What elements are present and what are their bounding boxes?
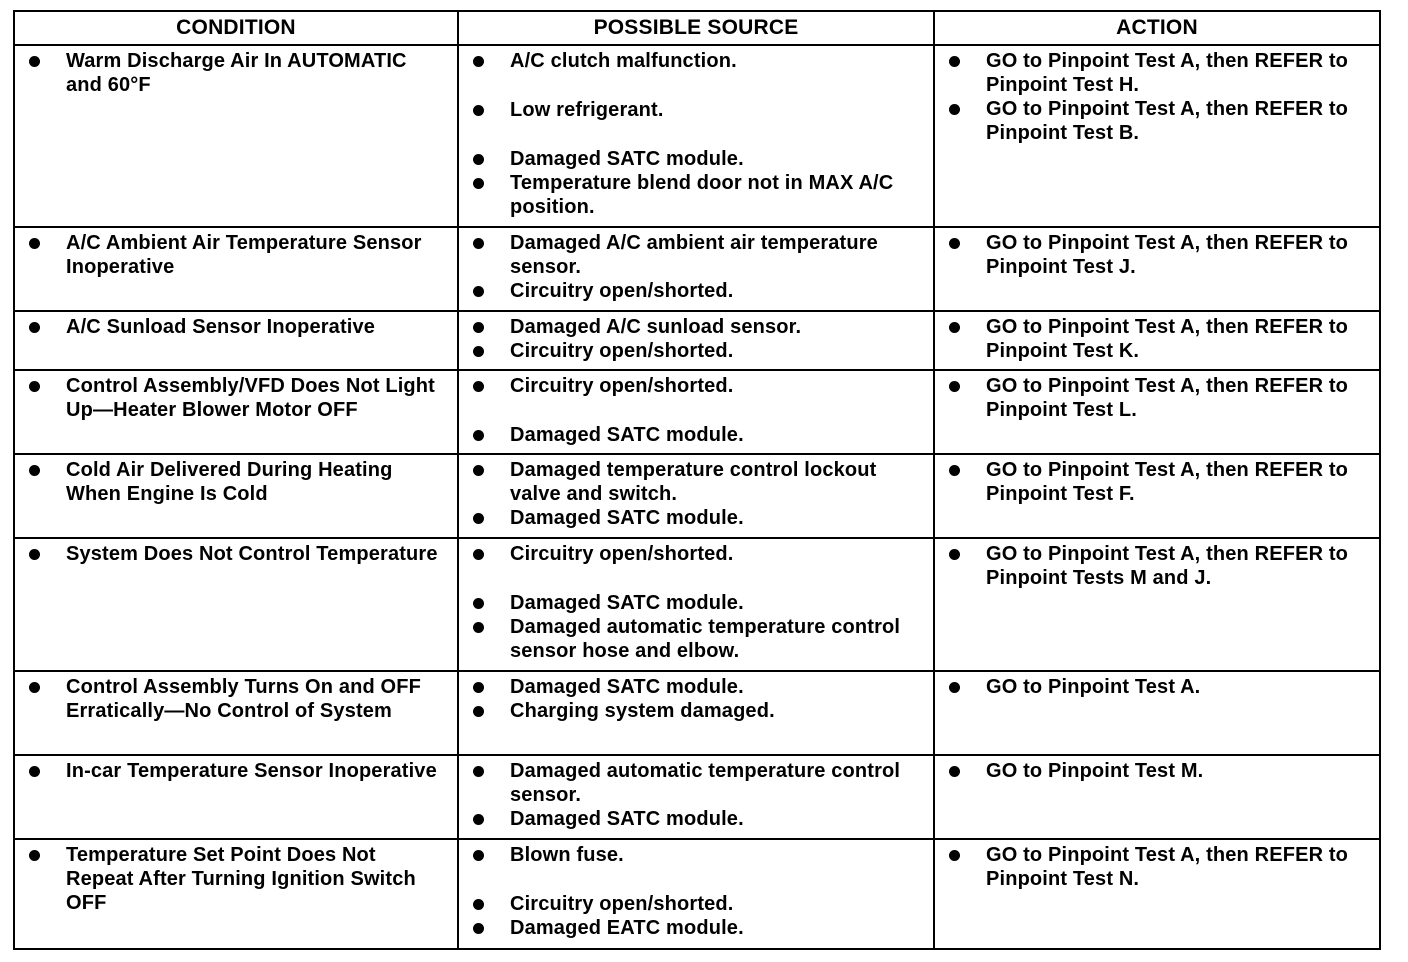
condition-item-text: Warm Discharge Air In AUTOMATIC and 60°F xyxy=(66,50,407,96)
possible-source-cell xyxy=(458,755,934,839)
source-item xyxy=(473,458,921,506)
bullet-icon xyxy=(473,706,484,717)
source-item xyxy=(473,615,921,663)
action-cell xyxy=(934,755,1380,839)
bullet-icon xyxy=(473,923,484,934)
table-row xyxy=(14,45,1380,227)
condition-item xyxy=(29,49,445,97)
bullet-icon xyxy=(29,238,40,249)
source-item-text: Temperature blend door not in MAX A/C position. xyxy=(510,172,894,218)
bullet-icon xyxy=(473,56,484,67)
table-row xyxy=(14,538,1380,671)
action-item xyxy=(949,97,1367,145)
source-item xyxy=(473,374,921,398)
source-item-text: Damaged EATC module. xyxy=(510,917,744,939)
condition-cell xyxy=(14,671,458,755)
action-item-text: GO to Pinpoint Test A, then REFER to Pinpoint Test J. xyxy=(986,232,1349,278)
source-item-text: Circuitry open/shorted. xyxy=(510,543,734,565)
source-item xyxy=(473,279,921,303)
table-body xyxy=(14,45,1380,949)
condition-item xyxy=(29,675,445,723)
possible-source-cell xyxy=(458,839,934,949)
source-item-text: Circuitry open/shorted. xyxy=(510,340,734,362)
condition-cell xyxy=(14,227,458,311)
source-item xyxy=(473,147,921,171)
condition-item-text: System Does Not Control Temperature xyxy=(66,543,438,565)
condition-cell xyxy=(14,538,458,671)
action-item xyxy=(949,315,1367,363)
source-item-text: Damaged automatic temperature control sensor. xyxy=(510,760,901,806)
bullet-icon xyxy=(949,56,960,67)
source-item-text: Damaged SATC module. xyxy=(510,808,744,830)
condition-item xyxy=(29,315,445,339)
action-cell xyxy=(934,227,1380,311)
source-item-text: Damaged SATC module. xyxy=(510,592,744,614)
condition-item xyxy=(29,843,445,915)
table-row xyxy=(14,311,1380,370)
action-item xyxy=(949,759,1367,783)
condition-item-text: Control Assembly Turns On and OFF Erratically—No Control of System xyxy=(66,676,421,722)
header-condition: CONDITION xyxy=(14,11,458,45)
bullet-icon xyxy=(473,465,484,476)
bullet-icon xyxy=(473,766,484,777)
action-item-text: GO to Pinpoint Test A, then REFER to Pinpoint Test K. xyxy=(986,316,1349,362)
bullet-icon xyxy=(949,850,960,861)
condition-item-text: A/C Sunload Sensor Inoperative xyxy=(66,316,376,338)
header-row xyxy=(14,11,1380,45)
bullet-icon xyxy=(473,513,484,524)
possible-source-cell xyxy=(458,45,934,227)
bullet-icon xyxy=(29,682,40,693)
table-row xyxy=(14,839,1380,949)
action-item xyxy=(949,458,1367,506)
bullet-icon xyxy=(473,286,484,297)
action-cell xyxy=(934,45,1380,227)
bullet-icon xyxy=(29,549,40,560)
bullet-icon xyxy=(473,899,484,910)
action-item xyxy=(949,675,1367,699)
table-row xyxy=(14,671,1380,755)
source-item xyxy=(473,807,921,831)
source-item xyxy=(473,759,921,807)
source-item xyxy=(473,892,921,916)
bullet-icon xyxy=(29,322,40,333)
bullet-icon xyxy=(473,105,484,116)
condition-item xyxy=(29,542,445,566)
source-item-text: Damaged A/C ambient air temperature sensor. xyxy=(510,232,878,278)
bullet-icon xyxy=(29,850,40,861)
condition-item xyxy=(29,374,445,422)
source-item-text: Damaged temperature control lockout valve and switch. xyxy=(510,459,877,505)
source-item xyxy=(473,506,921,530)
source-item-text: Damaged SATC module. xyxy=(510,507,744,529)
header-possible-source: POSSIBLE SOURCE xyxy=(458,11,934,45)
bullet-icon xyxy=(949,682,960,693)
source-item xyxy=(473,339,921,363)
source-item xyxy=(473,423,921,447)
condition-cell xyxy=(14,311,458,370)
bullet-icon xyxy=(949,238,960,249)
bullet-icon xyxy=(29,381,40,392)
bullet-icon xyxy=(473,814,484,825)
source-item-text: Circuitry open/shorted. xyxy=(510,280,734,302)
action-cell xyxy=(934,454,1380,538)
source-item-text: Circuitry open/shorted. xyxy=(510,375,734,397)
source-item xyxy=(473,49,921,73)
condition-cell xyxy=(14,45,458,227)
condition-item-text: Temperature Set Point Does Not Repeat After Turning Ignition Switch OFF xyxy=(66,844,416,914)
table-row xyxy=(14,227,1380,311)
possible-source-cell xyxy=(458,671,934,755)
diagnosis-table xyxy=(13,10,1381,950)
action-cell xyxy=(934,370,1380,454)
action-item-text: GO to Pinpoint Test A, then REFER to Pinpoint Test L. xyxy=(986,375,1349,421)
header-action: ACTION xyxy=(934,11,1380,45)
table-row xyxy=(14,454,1380,538)
action-item-text: GO to Pinpoint Test A, then REFER to Pinpoint Test H. xyxy=(986,50,1349,96)
source-item xyxy=(473,591,921,615)
possible-source-cell xyxy=(458,311,934,370)
bullet-icon xyxy=(473,178,484,189)
action-cell xyxy=(934,538,1380,671)
possible-source-cell xyxy=(458,454,934,538)
table-row xyxy=(14,370,1380,454)
bullet-icon xyxy=(949,104,960,115)
source-item-text: Damaged A/C sunload sensor. xyxy=(510,316,802,338)
action-item-text: GO to Pinpoint Test A, then REFER to Pinpoint Test F. xyxy=(986,459,1349,505)
possible-source-cell xyxy=(458,227,934,311)
bullet-icon xyxy=(473,154,484,165)
bullet-icon xyxy=(473,622,484,633)
action-item-text: GO to Pinpoint Test M. xyxy=(986,760,1204,782)
condition-item xyxy=(29,759,445,783)
source-item-text: Charging system damaged. xyxy=(510,700,775,722)
condition-cell xyxy=(14,839,458,949)
source-item-text: Circuitry open/shorted. xyxy=(510,893,734,915)
bullet-icon xyxy=(473,682,484,693)
source-item xyxy=(473,699,921,723)
action-item-text: GO to Pinpoint Test A. xyxy=(986,676,1201,698)
table-row xyxy=(14,755,1380,839)
condition-cell xyxy=(14,755,458,839)
bullet-icon xyxy=(29,465,40,476)
source-item xyxy=(473,675,921,699)
source-item xyxy=(473,315,921,339)
condition-item-text: Cold Air Delivered During Heating When Engine Is Cold xyxy=(66,459,393,505)
bullet-icon xyxy=(473,850,484,861)
action-item-text: GO to Pinpoint Test A, then REFER to Pinpoint Test B. xyxy=(986,98,1349,144)
action-item xyxy=(949,49,1367,97)
condition-cell xyxy=(14,370,458,454)
source-item-text: Damaged SATC module. xyxy=(510,148,744,170)
bullet-icon xyxy=(949,766,960,777)
bullet-icon xyxy=(473,346,484,357)
action-item xyxy=(949,843,1367,891)
source-item-text: Damaged SATC module. xyxy=(510,676,744,698)
bullet-icon xyxy=(29,56,40,67)
source-item xyxy=(473,231,921,279)
action-item-text: GO to Pinpoint Test A, then REFER to Pinpoint Tests M and J. xyxy=(986,543,1349,589)
source-item-text: Damaged automatic temperature control sensor hose and elbow. xyxy=(510,616,901,662)
bullet-icon xyxy=(29,766,40,777)
source-item-text: Blown fuse. xyxy=(510,844,624,866)
bullet-icon xyxy=(949,465,960,476)
bullet-icon xyxy=(949,322,960,333)
possible-source-cell xyxy=(458,538,934,671)
bullet-icon xyxy=(473,598,484,609)
source-item-text: Low refrigerant. xyxy=(510,99,664,121)
source-item xyxy=(473,171,921,219)
bullet-icon xyxy=(473,238,484,249)
action-item xyxy=(949,374,1367,422)
action-cell xyxy=(934,839,1380,949)
bullet-icon xyxy=(473,381,484,392)
source-item-text: A/C clutch malfunction. xyxy=(510,50,737,72)
bullet-icon xyxy=(473,549,484,560)
condition-item-text: In-car Temperature Sensor Inoperative xyxy=(66,760,437,782)
possible-source-cell xyxy=(458,370,934,454)
action-item-text: GO to Pinpoint Test A, then REFER to Pinpoint Test N. xyxy=(986,844,1349,890)
action-cell xyxy=(934,671,1380,755)
action-item xyxy=(949,542,1367,590)
source-item xyxy=(473,98,921,122)
bullet-icon xyxy=(949,381,960,392)
source-item-text: Damaged SATC module. xyxy=(510,424,744,446)
action-item xyxy=(949,231,1367,279)
condition-item-text: Control Assembly/VFD Does Not Light Up—Heater Blower Motor OFF xyxy=(66,375,435,421)
condition-item xyxy=(29,458,445,506)
bullet-icon xyxy=(473,430,484,441)
action-cell xyxy=(934,311,1380,370)
source-item xyxy=(473,916,921,940)
source-item xyxy=(473,542,921,566)
bullet-icon xyxy=(473,322,484,333)
condition-cell xyxy=(14,454,458,538)
bullet-icon xyxy=(949,549,960,560)
condition-item xyxy=(29,231,445,279)
condition-item-text: A/C Ambient Air Temperature Sensor Inoperative xyxy=(66,232,422,278)
source-item xyxy=(473,843,921,867)
